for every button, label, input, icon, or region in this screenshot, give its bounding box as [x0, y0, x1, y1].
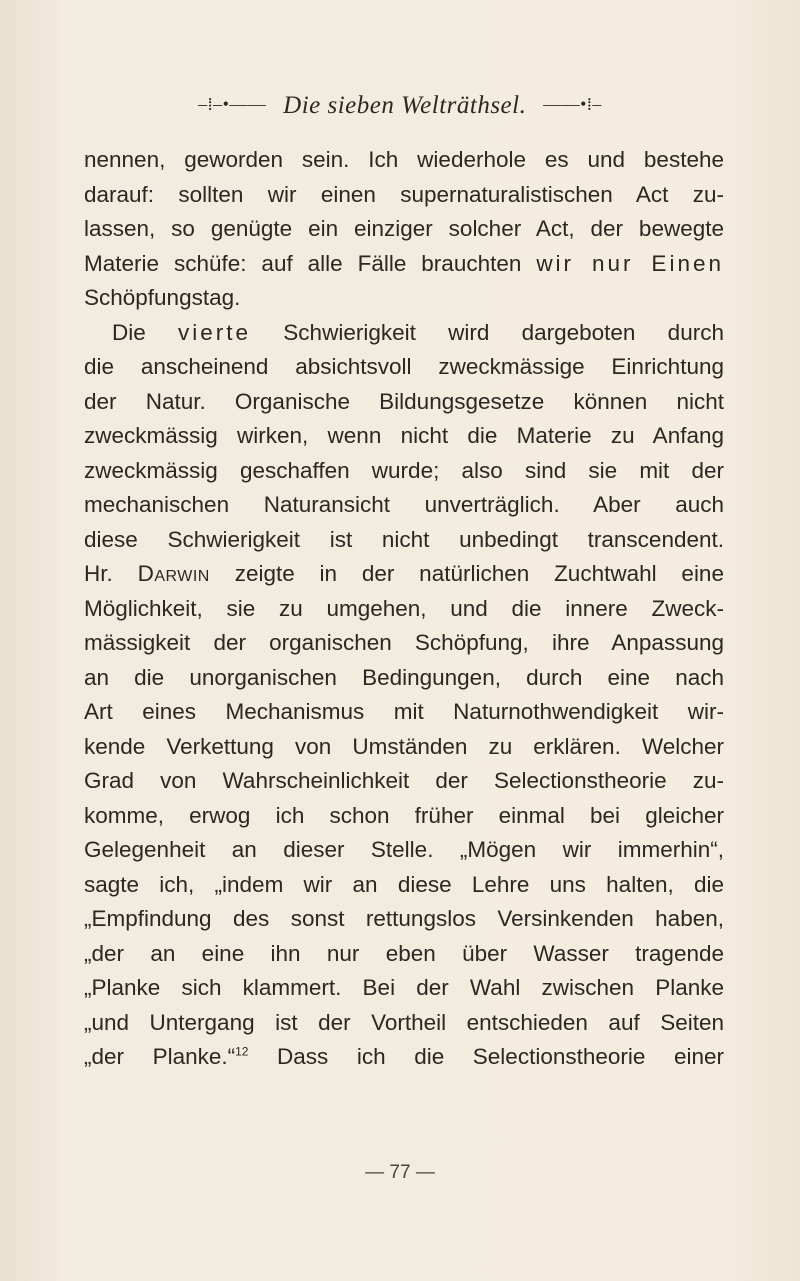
text-line: [84, 557, 724, 592]
text-fragment: Die: [112, 319, 146, 345]
text-line: [84, 1040, 724, 1075]
ornament-left: –⁞–•——: [198, 94, 267, 114]
text-line: Möglichkeit, sie zu umgehen, und die innere Zweck-: [84, 595, 724, 621]
text-line: der Natur. Organische Bildungsgesetze können nicht: [84, 388, 724, 414]
running-head: [0, 92, 800, 120]
footnote-reference: 12: [235, 1044, 249, 1059]
text-line: Schöpfungstag.: [84, 285, 241, 310]
ornament-right: ——•⁞–: [543, 94, 602, 114]
text-line: [84, 316, 724, 351]
text-line: Grad von Wahrscheinlichkeit der Selectionstheorie zu-: [84, 768, 724, 793]
text-line: „Empfindung des sonst rettungslos Versinkenden haben,: [84, 906, 724, 931]
text-line: diese Schwierigkeit ist nicht unbedingt transcendent.: [84, 526, 724, 552]
running-head-title: Die sieben Welträthsel.: [283, 92, 527, 119]
text-line: kende Verkettung von Umständen zu erklären. Welcher: [84, 733, 724, 759]
text-line: komme, erwog ich schon früher einmal bei gleicher: [84, 802, 724, 828]
text-fragment: Schwierigkeit wird dargeboten durch: [283, 319, 724, 345]
body-text: [84, 143, 724, 1075]
text-line: Gelegenheit an dieser Stelle. „Mögen wir immerhin“,: [84, 837, 724, 862]
text-fragment: zeigte in der natürlichen Zuchtwahl eine: [234, 561, 724, 586]
spaced-emphasis: wir nur Einen: [536, 250, 724, 276]
text-line: zweckmässig wirken, wenn nicht die Materie zu Anfang: [84, 423, 724, 448]
text-line: mechanischen Naturansicht unverträglich. Aber auch: [84, 492, 724, 517]
spaced-emphasis: vierte: [178, 319, 252, 345]
text-line: Art eines Mechanismus mit Naturnothwendigkeit wir-: [84, 699, 724, 724]
text-fragment: Hr.: [84, 561, 113, 586]
text-line: [84, 247, 724, 282]
text-line: mässigkeit der organischen Schöpfung, ihre Anpassung: [84, 630, 724, 655]
text-line: „Planke sich klammert. Bei der Wahl zwischen Planke: [84, 975, 724, 1000]
page-number: — 77 —: [365, 1162, 435, 1183]
text-line: an die unorganischen Bedingungen, durch eine nach: [84, 664, 724, 690]
text-line: die anscheinend absichtsvoll zweckmässige Einrichtung: [84, 354, 724, 379]
author-name: Darwin: [137, 561, 210, 586]
text-line: zweckmässig geschaffen wurde; also sind sie mit der: [84, 457, 724, 483]
text-line: „und Untergang ist der Vortheil entschieden auf Seiten: [84, 1009, 724, 1035]
text-line: sagte ich, „indem wir an diese Lehre uns halten, die: [84, 871, 724, 897]
text-line: nennen, geworden sein. Ich wiederhole es und bestehe: [84, 147, 724, 172]
text-line: „der an eine ihn nur eben über Wasser tragende: [84, 940, 724, 966]
text-fragment: Materie schüfe: auf alle Fälle brauchten: [84, 250, 522, 276]
text-line: lassen, so genügte ein einziger solcher Act, der bewegte: [84, 216, 724, 241]
text-fragment: „der Planke.“: [84, 1044, 236, 1069]
text-line: darauf: sollten wir einen supernaturalistischen Act zu-: [84, 181, 724, 207]
text-fragment: Dass ich die Selectionstheorie einer: [277, 1044, 724, 1069]
